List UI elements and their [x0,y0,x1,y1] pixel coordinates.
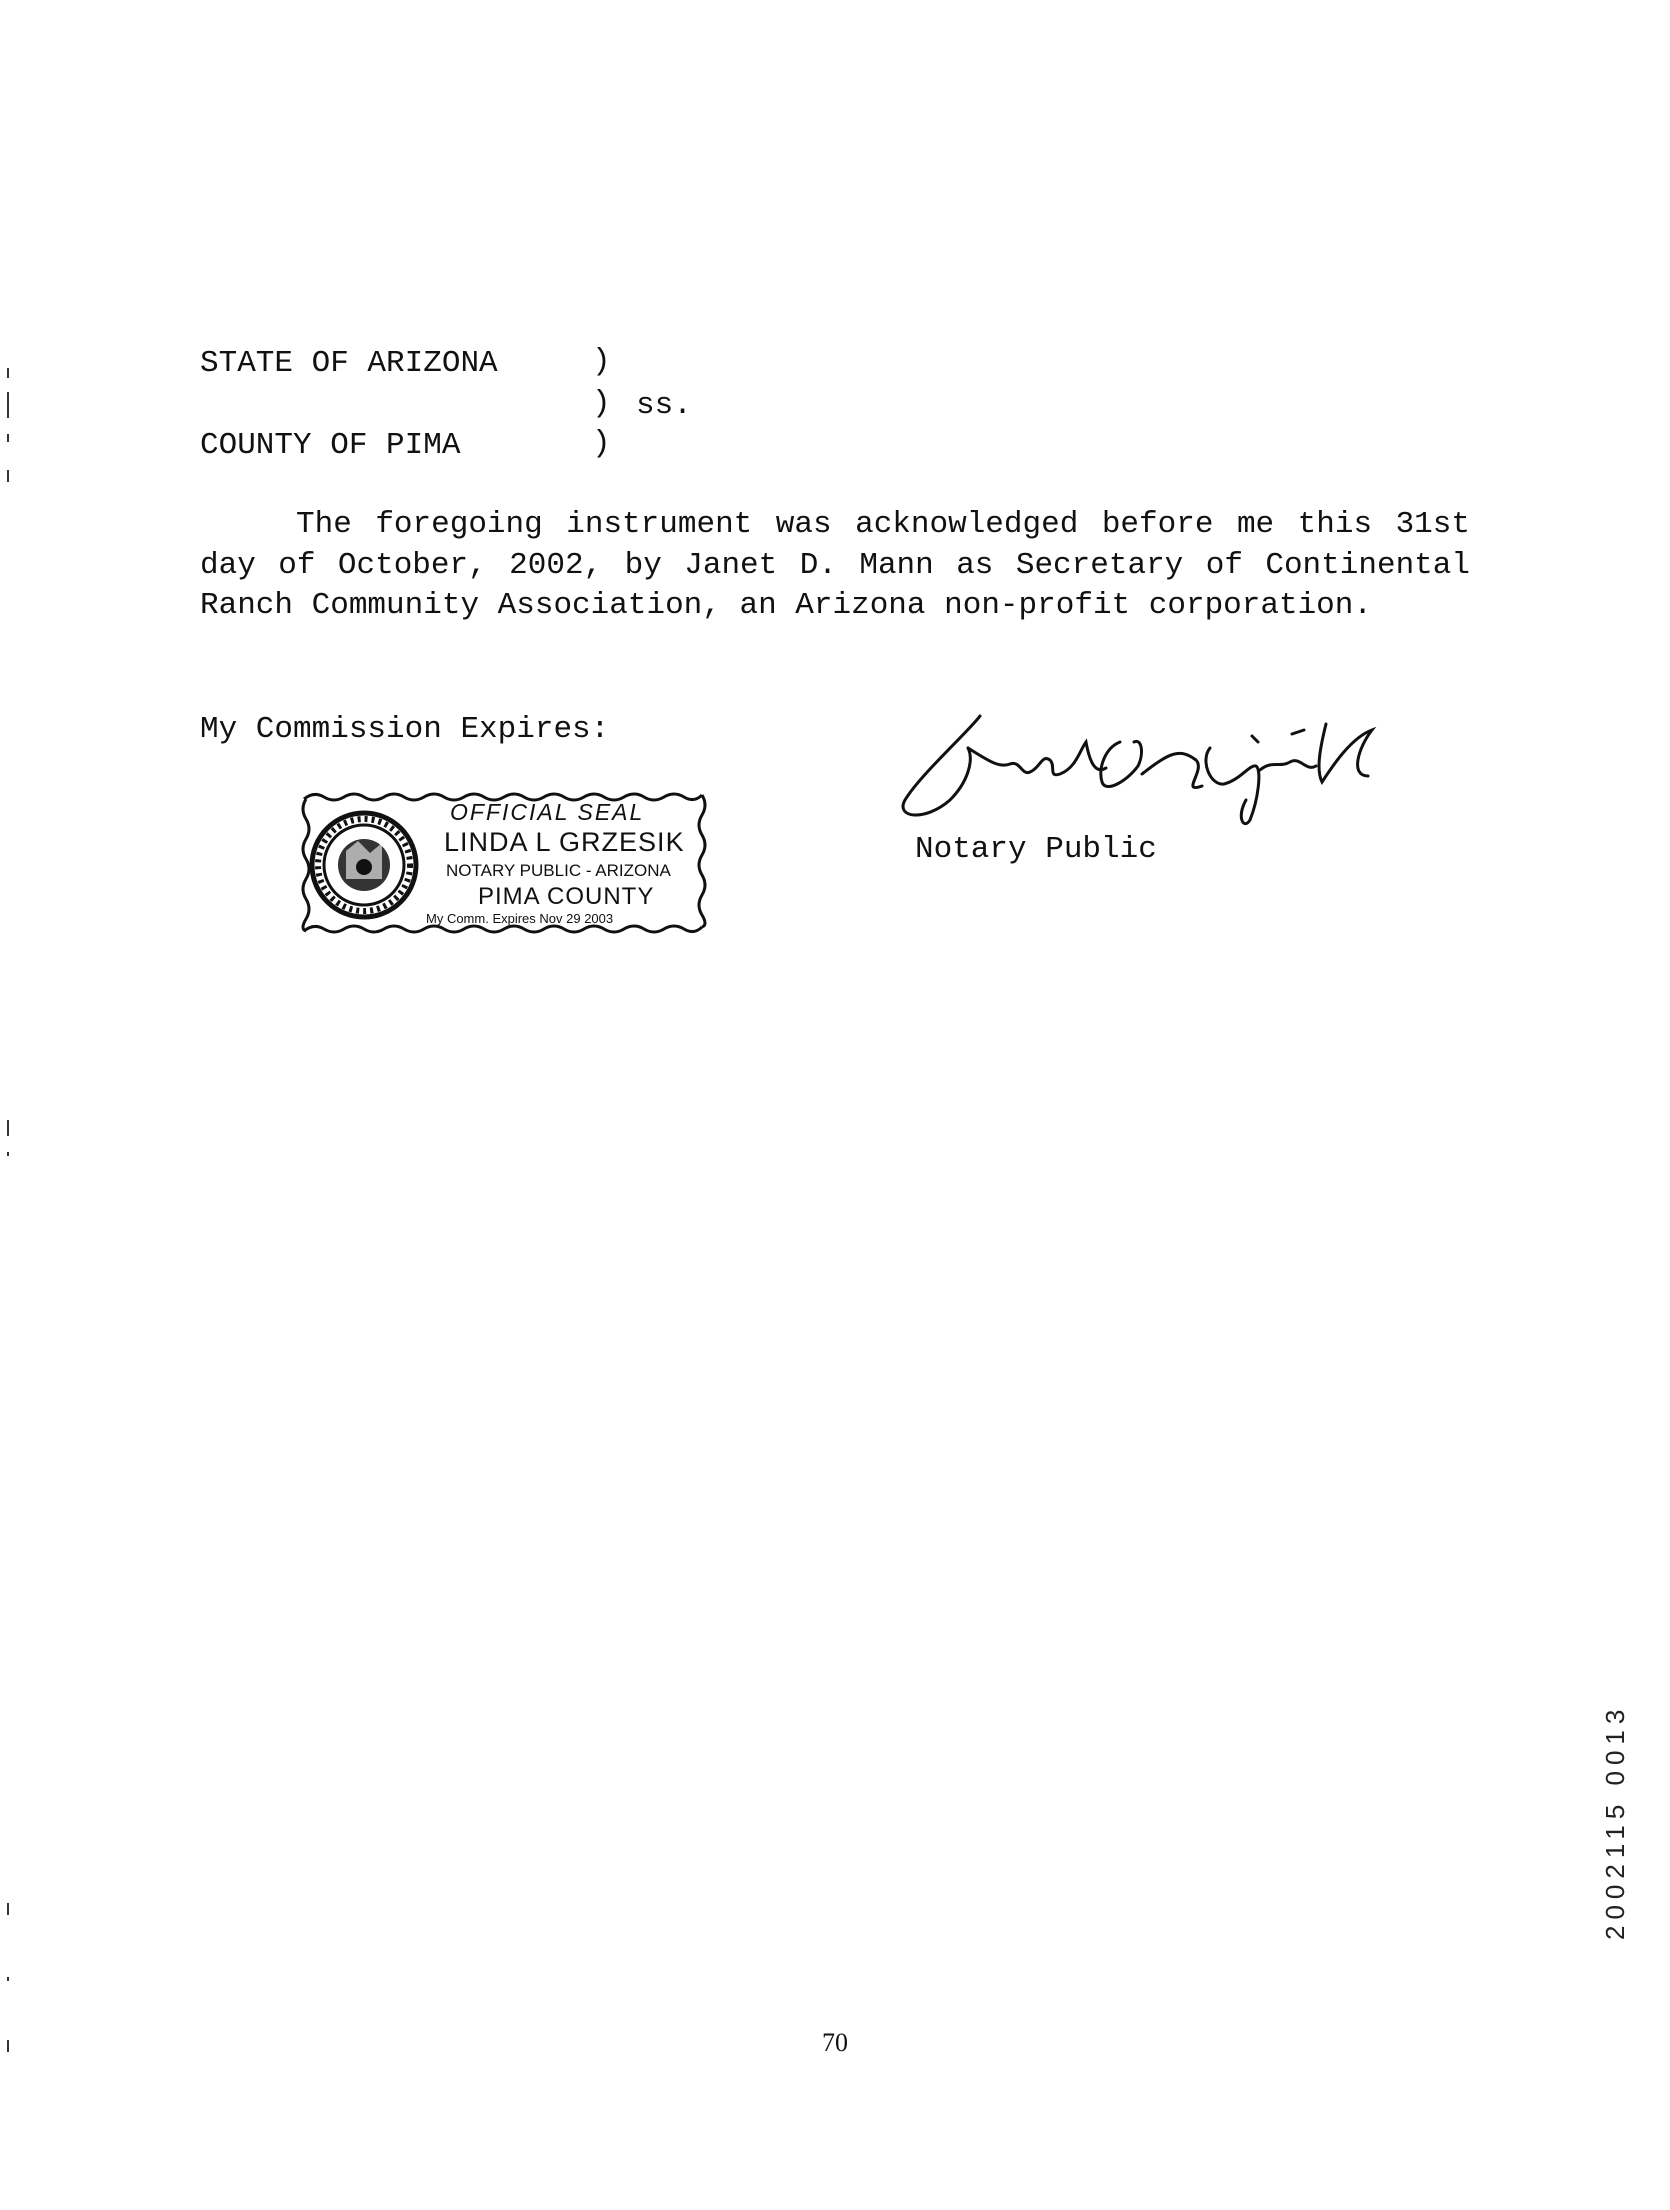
page-number: 70 [822,2028,848,2057]
seal-county: PIMA COUNTY [478,883,655,910]
venue-paren-bottom: ) [592,426,611,461]
notary-public-label: Notary Public [915,832,1157,867]
venue-paren-top: ) [592,344,611,379]
scan-edge-mark [7,1120,9,1136]
seal-name: LINDA L GRZESIK [444,827,685,857]
recording-number-stamp [1598,1540,1638,1940]
seal-title: OFFICIAL SEAL [450,799,645,825]
acknowledgment-paragraph: The foregoing instrument was acknowledged before me this 31st day of October, 2002, by Janet D. Mann as Secretary of Continental Ranch Community Association, an Arizona non-profit corporation. [200,507,1470,623]
scan-edge-mark [7,1152,9,1156]
scan-edge-mark [7,434,9,442]
scan-edge-mark [7,1977,9,1981]
notary-seal-stamp [298,785,710,940]
scan-edge-mark [7,368,9,378]
scan-edge-mark [7,1903,9,1915]
seal-expires: My Comm. Expires Nov 29 2003 [426,911,614,926]
venue-ss: ss. [636,388,692,423]
venue-state: STATE OF ARIZONA [200,346,498,381]
scan-edge-mark [7,470,9,482]
svg-text:2002115 0013: 2002115 0013 [1600,1703,1630,1940]
commission-expires-label: My Commission Expires: [200,712,610,747]
seal-role: NOTARY PUBLIC - ARIZONA [446,861,671,880]
venue-paren-mid: ) [592,386,611,421]
scan-edge-mark [7,392,9,418]
venue-county: COUNTY OF PIMA [200,428,461,463]
notary-signature [880,690,1400,840]
